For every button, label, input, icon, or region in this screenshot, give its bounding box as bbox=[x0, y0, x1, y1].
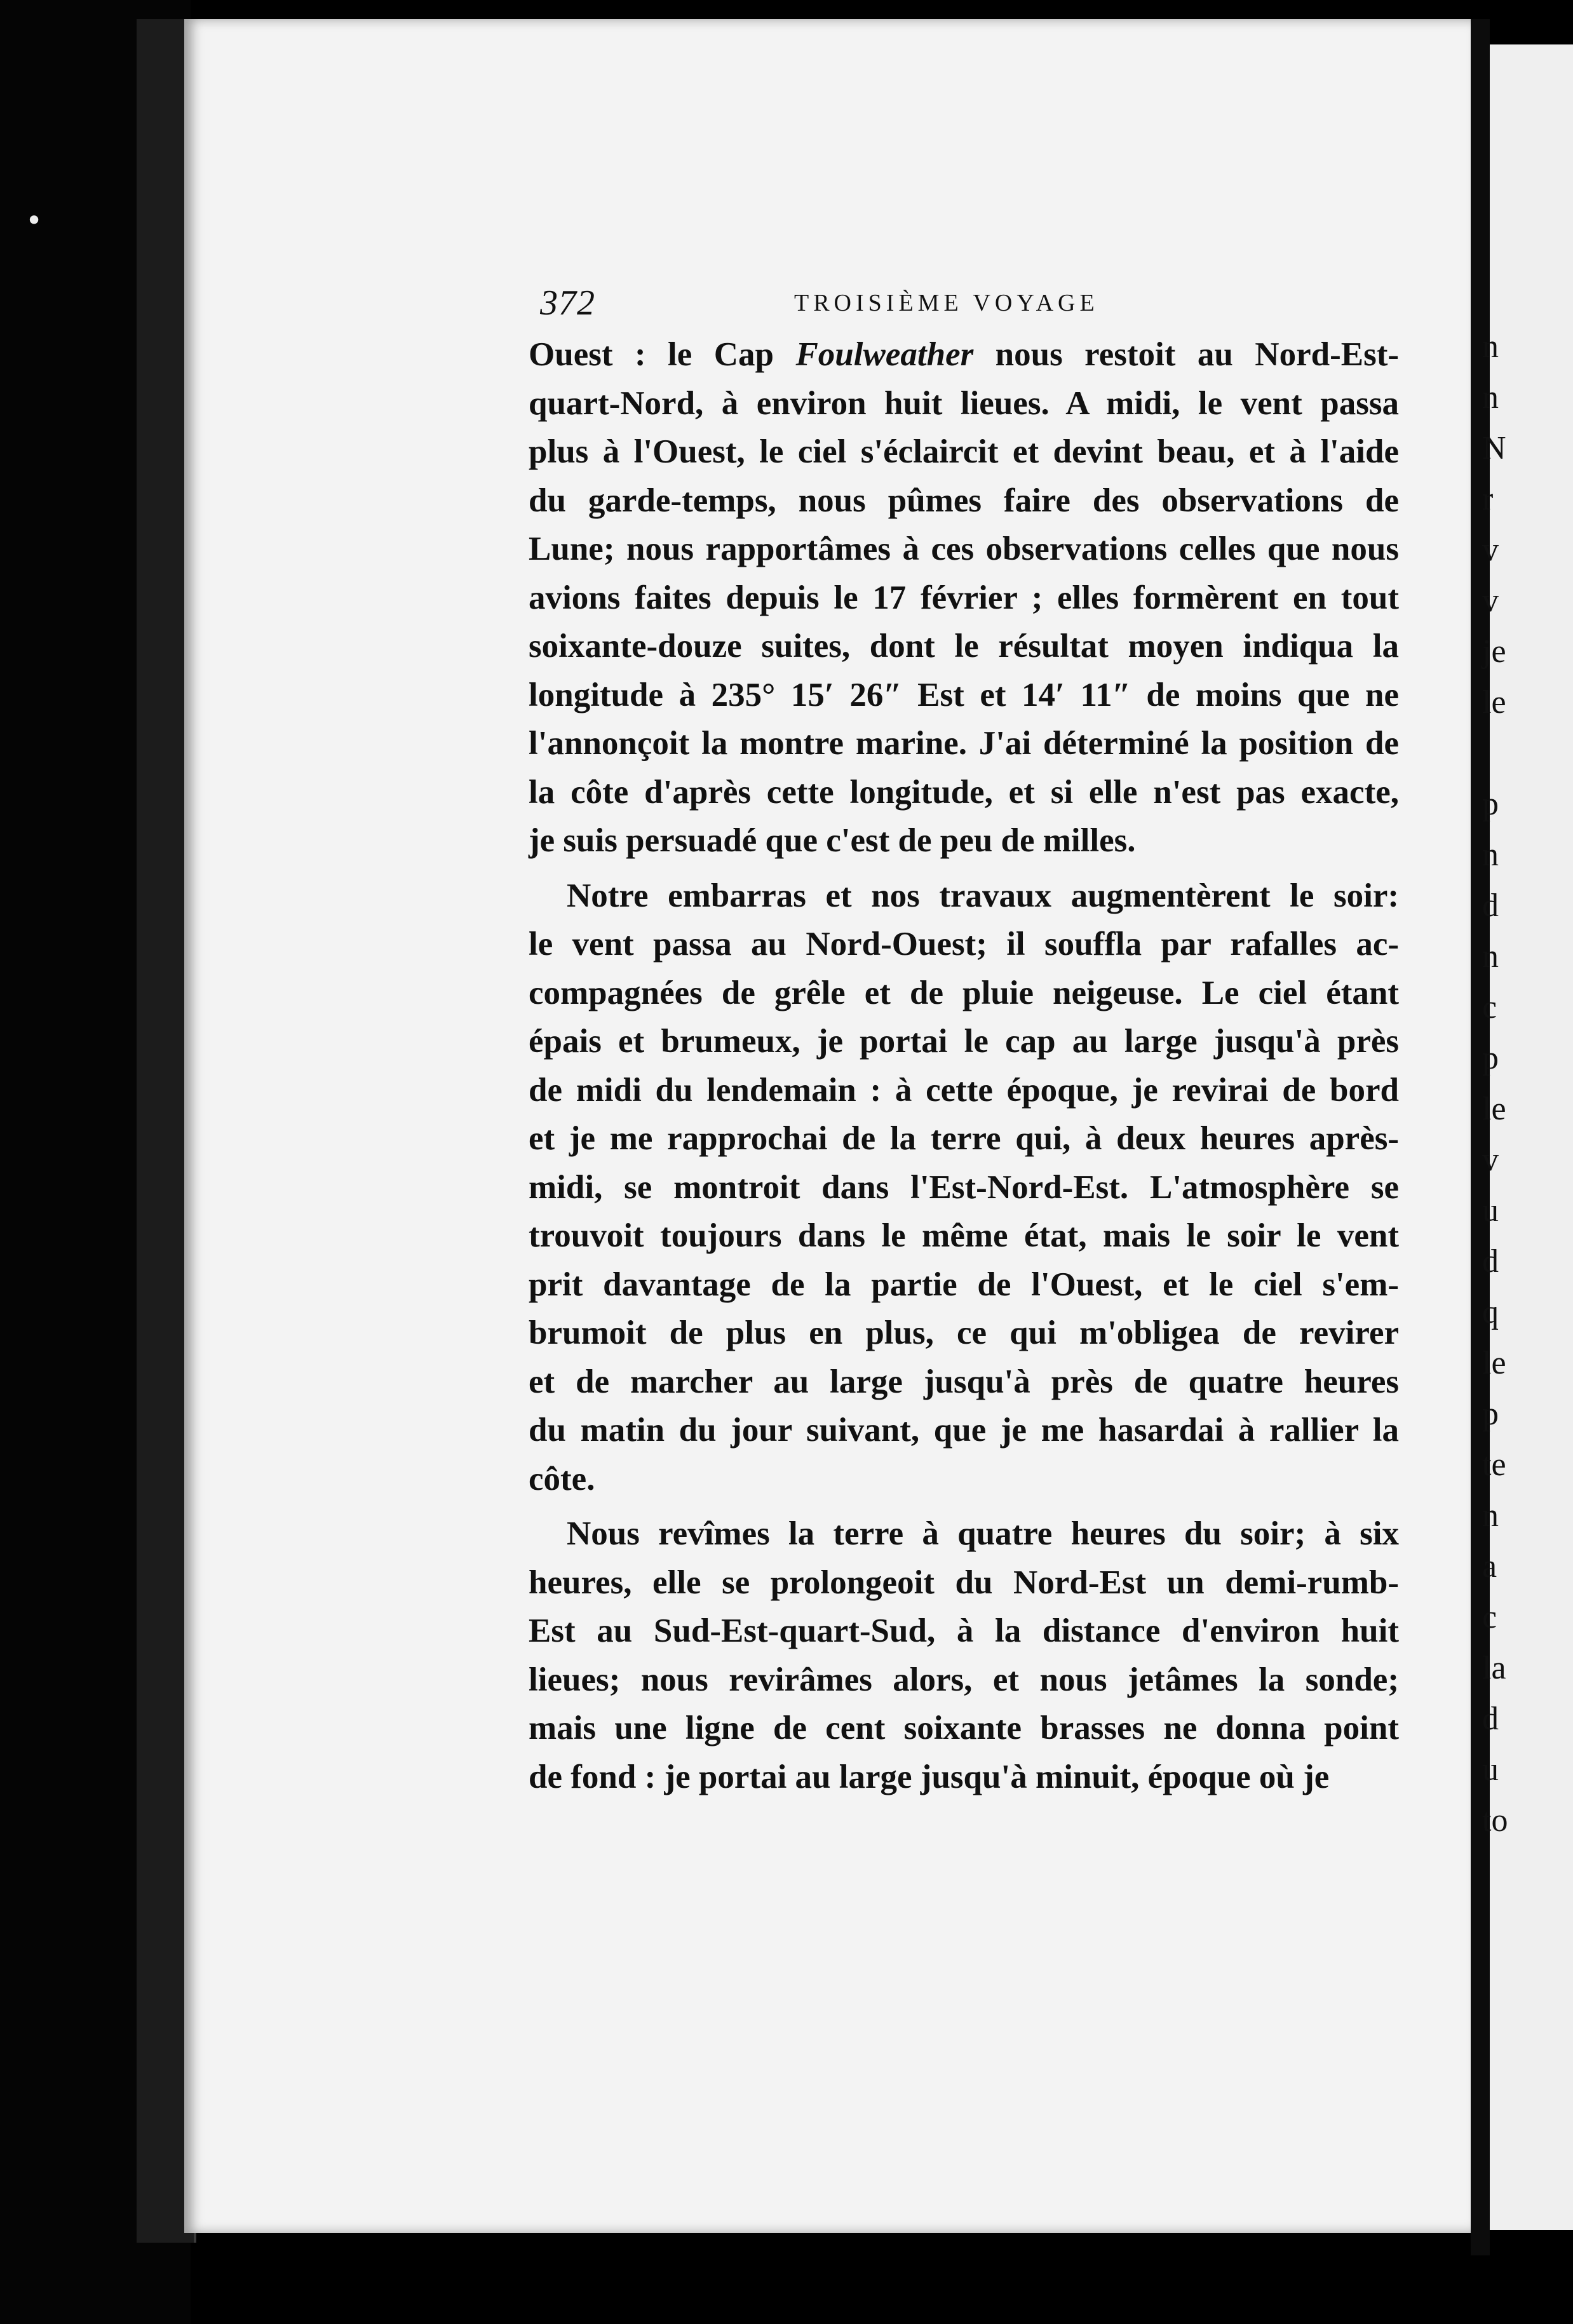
paragraph bbox=[529, 1510, 1399, 1801]
next-page-fragment: p bbox=[1482, 1040, 1499, 1076]
next-page-fragment: c bbox=[1482, 1599, 1497, 1635]
paragraph bbox=[529, 330, 1399, 865]
next-page-fragment: le bbox=[1482, 684, 1506, 720]
next-page-fragment: c bbox=[1482, 989, 1497, 1025]
next-page-fragment: d bbox=[1482, 1243, 1499, 1280]
text-line: trouvoit toujours dans le même état, mais le soir le vent bbox=[529, 1217, 1399, 1254]
next-page-fragment: v bbox=[1482, 532, 1499, 568]
text-line: de midi du lendemain : à cette époque, je revirai de bord bbox=[529, 1071, 1399, 1109]
body-text bbox=[529, 330, 1399, 1801]
text-line: lieues; nous revirâmes alors, et nous jetâmes la sonde; bbox=[529, 1661, 1399, 1698]
text-line: et de marcher au large jusqu'à près de quatre heures bbox=[529, 1363, 1399, 1400]
text-line: midi, se montroit dans l'Est-Nord-Est. L'atmosphère se bbox=[529, 1168, 1399, 1206]
running-head-title: TROISIÈME VOYAGE bbox=[794, 290, 1099, 316]
next-page-fragment: d bbox=[1482, 888, 1499, 924]
next-page-fragment: p bbox=[1482, 786, 1499, 822]
page-number: 372 bbox=[540, 283, 595, 323]
text-line: Lune; nous rapportâmes à ces observations celles que nous bbox=[529, 530, 1399, 567]
text-line: Nous revîmes la terre à quatre heures du soir; à six bbox=[567, 1515, 1399, 1552]
next-page-fragment: d bbox=[1482, 1701, 1499, 1737]
text-line: Notre embarras et nos travaux augmentèrent le soir: bbox=[567, 877, 1399, 914]
next-page-fragment: je bbox=[1482, 633, 1506, 670]
next-page-fragment: le bbox=[1482, 1345, 1506, 1381]
text-line: prit davantage de la partie de l'Ouest, et le ciel s'em- bbox=[529, 1266, 1399, 1303]
next-page-fragment: u bbox=[1482, 1752, 1499, 1788]
next-page-fragment: n bbox=[1482, 328, 1499, 365]
next-page-fragment: te bbox=[1482, 1447, 1506, 1483]
text-line: compagnées de grêle et de pluie neigeuse. Le ciel étant bbox=[529, 974, 1399, 1011]
text-line: brumoit de plus en plus, ce qui m'obligea de revirer bbox=[529, 1314, 1399, 1351]
next-page-fragment: le bbox=[1482, 1091, 1506, 1127]
next-page-fragment: q bbox=[1482, 1294, 1499, 1330]
next-page-fragment: la bbox=[1482, 1650, 1506, 1686]
text-line: Ouest : le Cap Foulweather nous restoit au Nord-Est- bbox=[529, 336, 1399, 373]
next-page-fragment: v bbox=[1482, 583, 1499, 619]
next-page-fragment: n bbox=[1482, 379, 1499, 415]
next-page-fragment: p bbox=[1482, 1396, 1499, 1432]
text-line: le vent passa au Nord-Ouest; il souffla par rafalles ac- bbox=[529, 926, 1399, 963]
next-page-fragment: u bbox=[1482, 1192, 1499, 1229]
text-line: quart-Nord, à environ huit lieues. A midi, le vent passa bbox=[529, 384, 1399, 422]
text-line: du garde-temps, nous pûmes faire des observations de bbox=[529, 482, 1399, 519]
next-page-fragment: to bbox=[1482, 1802, 1508, 1839]
next-page-fragment: v bbox=[1482, 1142, 1499, 1178]
text-line: de fond : je portai au large jusqu'à minuit, époque où je bbox=[529, 1758, 1330, 1795]
next-page-fragment: N bbox=[1482, 430, 1506, 466]
text-line: mais une ligne de cent soixante brasses ne donna point bbox=[529, 1710, 1399, 1746]
text-line: Est au Sud-Est-quart-Sud, à la distance d'environ huit bbox=[529, 1612, 1399, 1649]
text-line: soixante-douze suites, dont le résultat moyen indiqua la bbox=[529, 628, 1399, 665]
next-page-edge bbox=[1482, 44, 1573, 2230]
paragraph bbox=[529, 872, 1399, 1504]
running-header bbox=[540, 283, 1404, 327]
text-line: je suis persuadé que c'est de peu de milles. bbox=[529, 822, 1136, 859]
paragraph-gap bbox=[529, 865, 1399, 872]
text-line: l'annonçoit la montre marine. J'ai déterminé la position de bbox=[529, 725, 1399, 762]
text-line: longitude à 235° 15′ 26″ Est et 14′ 11″ de moins que ne bbox=[529, 676, 1399, 713]
text-line: épais et brumeux, je portai le cap au large jusqu'à près bbox=[529, 1023, 1399, 1060]
paragraph-gap bbox=[529, 1503, 1399, 1510]
text-line: la côte d'après cette longitude, et si elle n'est pas exacte, bbox=[529, 773, 1399, 811]
next-page-fragment: n bbox=[1482, 837, 1499, 873]
text-line: heures, elle se prolongeoit du Nord-Est un demi-rumb- bbox=[529, 1564, 1399, 1601]
text-line: avions faites depuis le 17 février ; elles formèrent en tout bbox=[529, 579, 1399, 616]
text-line: plus à l'Ouest, le ciel s'éclaircit et devint beau, et à l'aide bbox=[529, 433, 1399, 470]
next-page-fragment: n bbox=[1482, 938, 1499, 975]
italic-place-name: Foulweather bbox=[795, 336, 974, 373]
text-line: côte. bbox=[529, 1460, 595, 1497]
next-page-fragment: a bbox=[1482, 1548, 1497, 1584]
next-page-fragment: r bbox=[1482, 481, 1494, 517]
margin-mark: • bbox=[25, 203, 43, 238]
text-line: du matin du jour suivant, que je me hasardai à rallier la bbox=[529, 1412, 1399, 1449]
next-page-fragment: n bbox=[1482, 1497, 1499, 1534]
text-line: et je me rapprochai de la terre qui, à deux heures après- bbox=[529, 1120, 1399, 1157]
